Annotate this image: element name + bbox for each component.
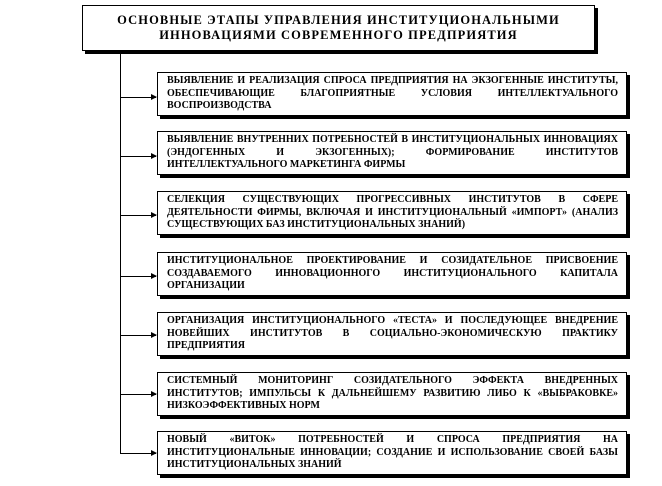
- arrow-to-stage-3: [120, 215, 156, 216]
- stage-1-box: ВЫЯВЛЕНИЕ И РЕАЛИЗАЦИЯ СПРОСА ПРЕДПРИЯТИЯ НА ЭКЗОГЕННЫЕ ИНСТИТУТЫ, ОБЕСПЕЧИВАЮЩИЕ БЛАГОПРИЯТНЫЕ УСЛОВИЯ ИНТЕЛЛЕКТУАЛЬНОГО ВОСПРОИЗВОДСТВА: [157, 72, 627, 116]
- stage-5-box: ОРГАНИЗАЦИЯ ИНСТИТУЦИОНАЛЬНОГО «ТЕСТА» И ПОСЛЕДУЮЩЕЕ ВНЕДРЕНИЕ НОВЕЙШИХ ИНСТИТУТОВ В СОЦИАЛЬНО-ЭКОНОМИЧЕСКУЮ ПРАКТИКУ ПРЕДПРИЯТИЯ: [157, 312, 627, 356]
- diagram-title-line-2: ИННОВАЦИЯМИ СОВРЕМЕННОГО ПРЕДПРИЯТИЯ: [159, 28, 518, 42]
- arrow-to-stage-4: [120, 276, 156, 277]
- arrow-to-stage-2: [120, 156, 156, 157]
- arrow-to-stage-5: [120, 335, 156, 336]
- stage-2-box: ВЫЯВЛЕНИЕ ВНУТРЕННИХ ПОТРЕБНОСТЕЙ В ИНСТИТУЦИОНАЛЬНЫХ ИННОВАЦИЯХ (ЭНДОГЕННЫХ И ЭКЗОГЕННЫХ); ФОРМИРОВАНИЕ ИНСТИТУТОВ ИНТЕЛЛЕКТУАЛЬНОГО МАРКЕТИНГА ФИРМЫ: [157, 131, 627, 175]
- arrow-to-stage-7: [120, 453, 156, 454]
- stage-4-box: ИНСТИТУЦИОНАЛЬНОЕ ПРОЕКТИРОВАНИЕ И СОЗИДАТЕЛЬНОЕ ПРИСВОЕНИЕ СОЗДАВАЕМОГО ИННОВАЦИОННОГО ИНСТИТУЦИОНАЛЬНОГО КАПИТАЛА ОРГАНИЗАЦИИ: [157, 252, 627, 296]
- stage-7-box: НОВЫЙ «ВИТОК» ПОТРЕБНОСТЕЙ И СПРОСА ПРЕДПРИЯТИЯ НА ИНСТИТУЦИОНАЛЬНЫЕ ИННОВАЦИИ; СОЗДАНИЕ И ИСПОЛЬЗОВАНИЕ СВОЕЙ БАЗЫ ИНСТИТУЦИОНАЛЬНЫХ ЗНАНИЙ: [157, 431, 627, 475]
- arrow-to-stage-6: [120, 394, 156, 395]
- stage-3-box: СЕЛЕКЦИЯ СУЩЕСТВУЮЩИХ ПРОГРЕССИВНЫХ ИНСТИТУТОВ В СФЕРЕ ДЕЯТЕЛЬНОСТИ ФИРМЫ, ВКЛЮЧАЯ И ИНСТИТУЦИОНАЛЬНЫЙ «ИМПОРТ» (АНАЛИЗ СУЩЕСТВУЮЩИХ БАЗ ИНСТИТУЦИОНАЛЬНЫХ ЗНАНИЙ): [157, 191, 627, 235]
- arrow-to-stage-1: [120, 97, 156, 98]
- stage-6-box: СИСТЕМНЫЙ МОНИТОРИНГ СОЗИДАТЕЛЬНОГО ЭФФЕКТА ВНЕДРЕННЫХ ИНСТИТУТОВ; ИМПУЛЬСЫ К ДАЛЬНЕЙШЕМУ РАЗВИТИЮ ЛИБО К «ВЫБРАКОВКЕ» НИЗКОЭФФЕКТИВНЫХ НОРМ: [157, 372, 627, 416]
- diagram-title-line-1: ОСНОВНЫЕ ЭТАПЫ УПРАВЛЕНИЯ ИНСТИТУЦИОНАЛЬНЫМИ: [117, 13, 560, 27]
- diagram-title-box: [82, 5, 595, 51]
- vertical-connector: [120, 51, 121, 453]
